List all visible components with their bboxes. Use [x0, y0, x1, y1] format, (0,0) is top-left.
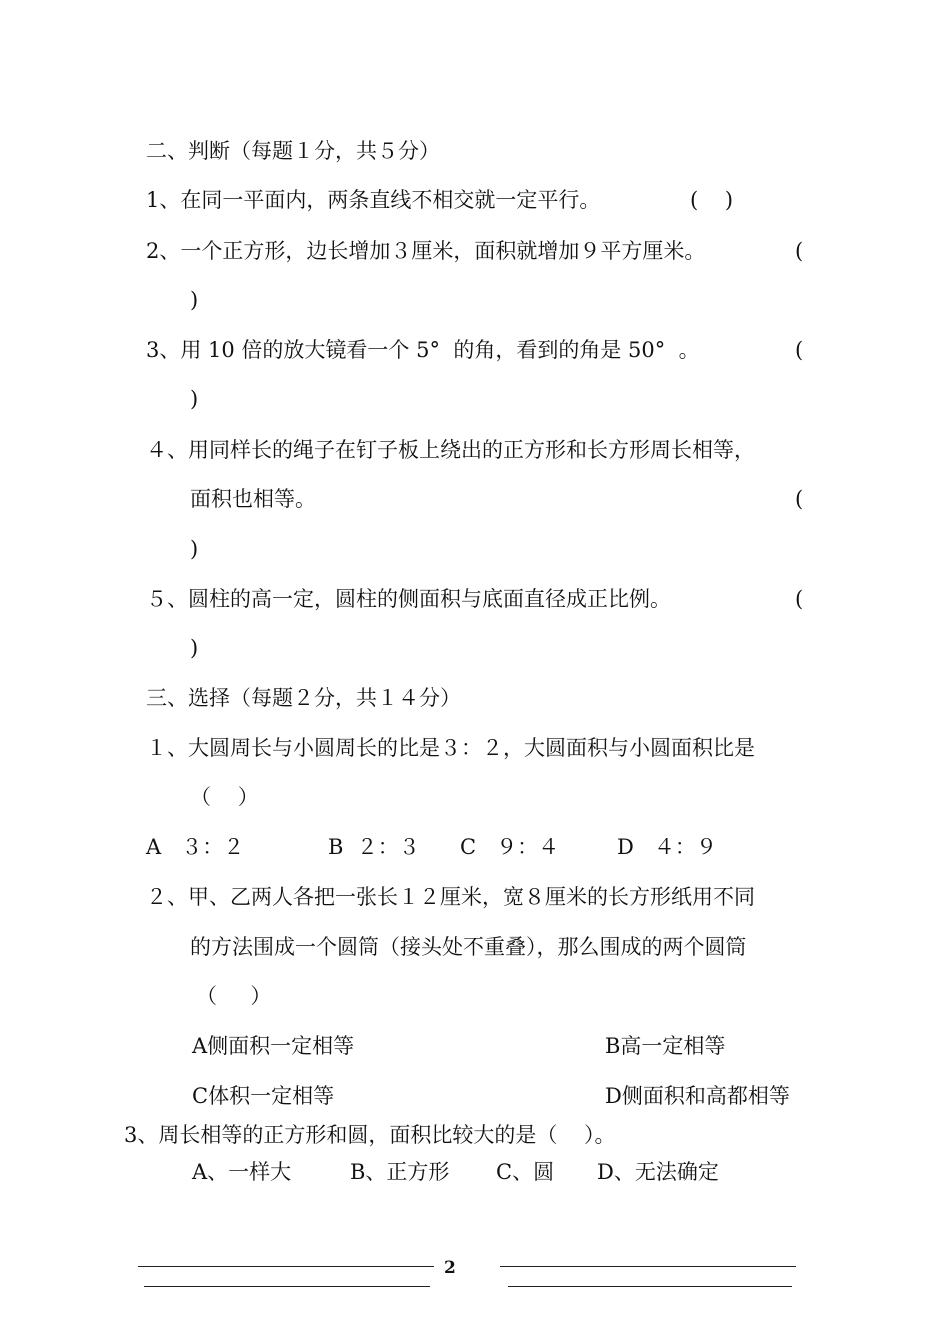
choice-question-2-line1: ２、甲、乙两人各把一张长１２厘米，宽８厘米的长方形纸用不同	[146, 885, 755, 909]
answer-blank-5-close: )	[190, 636, 199, 660]
section2-heading: 二、判断（每题１分，共５分）	[146, 139, 440, 163]
choice-1-option-a[interactable]: A ３：２	[146, 835, 245, 859]
choice-2-option-d[interactable]: D侧面积和高都相等	[605, 1084, 790, 1108]
answer-blank-choice-1[interactable]: （ ）	[190, 785, 259, 809]
judge-question-4-line2: 面积也相等。	[190, 487, 316, 511]
choice-3-option-b[interactable]: B、正方形	[350, 1160, 450, 1184]
answer-blank-3-open[interactable]: (	[795, 338, 804, 362]
choice-question-1: １、大圆周长与小圆周长的比是３：２，大圆面积与小圆面积比是	[146, 736, 755, 760]
choice-1-option-b[interactable]: B ２：３	[328, 835, 420, 859]
choice-question-2-line2: 的方法围成一个圆筒（接头处不重叠），那么围成的两个圆筒	[190, 935, 747, 959]
judge-question-1: 1、在同一平面内，两条直线不相交就一定平行。	[146, 188, 601, 212]
choice-3-option-a[interactable]: A、一样大	[192, 1160, 292, 1184]
answer-blank-2-open[interactable]: (	[795, 239, 804, 263]
footer-rule-left-top	[138, 1266, 434, 1267]
footer-rule-left-bottom	[144, 1286, 430, 1287]
section3-heading: 三、选择（每题２分，共１４分）	[146, 686, 461, 710]
choice-1-option-c[interactable]: C ９：４	[460, 835, 560, 859]
answer-blank-4-close: )	[190, 537, 199, 561]
answer-blank-3-close: )	[190, 387, 199, 411]
judge-question-5: ５、圆柱的高一定，圆柱的侧面积与底面直径成正比例。	[146, 587, 671, 611]
judge-question-3: 3、用 10 倍的放大镜看一个 5° 的角，看到的角是 50° 。	[146, 338, 700, 362]
judge-question-2: 2、一个正方形，边长增加３厘米，面积就增加９平方厘米。	[146, 239, 706, 263]
answer-blank-1[interactable]: ( )	[690, 188, 734, 212]
choice-2-option-a[interactable]: A侧面积一定相等	[192, 1034, 355, 1058]
footer-rule-right-bottom	[508, 1286, 792, 1287]
answer-blank-2-close: )	[190, 288, 199, 312]
choice-1-option-d[interactable]: D ４：９	[617, 835, 717, 859]
answer-blank-choice-2[interactable]: （ ）	[196, 984, 272, 1008]
choice-2-option-b[interactable]: B高一定相等	[605, 1034, 726, 1058]
page-number: 2	[444, 1258, 456, 1278]
choice-3-option-c[interactable]: C、圆	[496, 1160, 555, 1184]
judge-question-4-line1: ４、用同样长的绳子在钉子板上绕出的正方形和长方形周长相等，	[146, 438, 755, 462]
answer-blank-4-open[interactable]: (	[795, 487, 804, 511]
choice-question-3: 3、周长相等的正方形和圆，面积比较大的是（ ）。	[124, 1123, 616, 1147]
choice-2-option-c[interactable]: C体积一定相等	[192, 1084, 335, 1108]
choice-3-option-d[interactable]: D、无法确定	[597, 1160, 719, 1184]
footer-rule-right-top	[500, 1266, 796, 1267]
answer-blank-5-open[interactable]: (	[795, 587, 804, 611]
